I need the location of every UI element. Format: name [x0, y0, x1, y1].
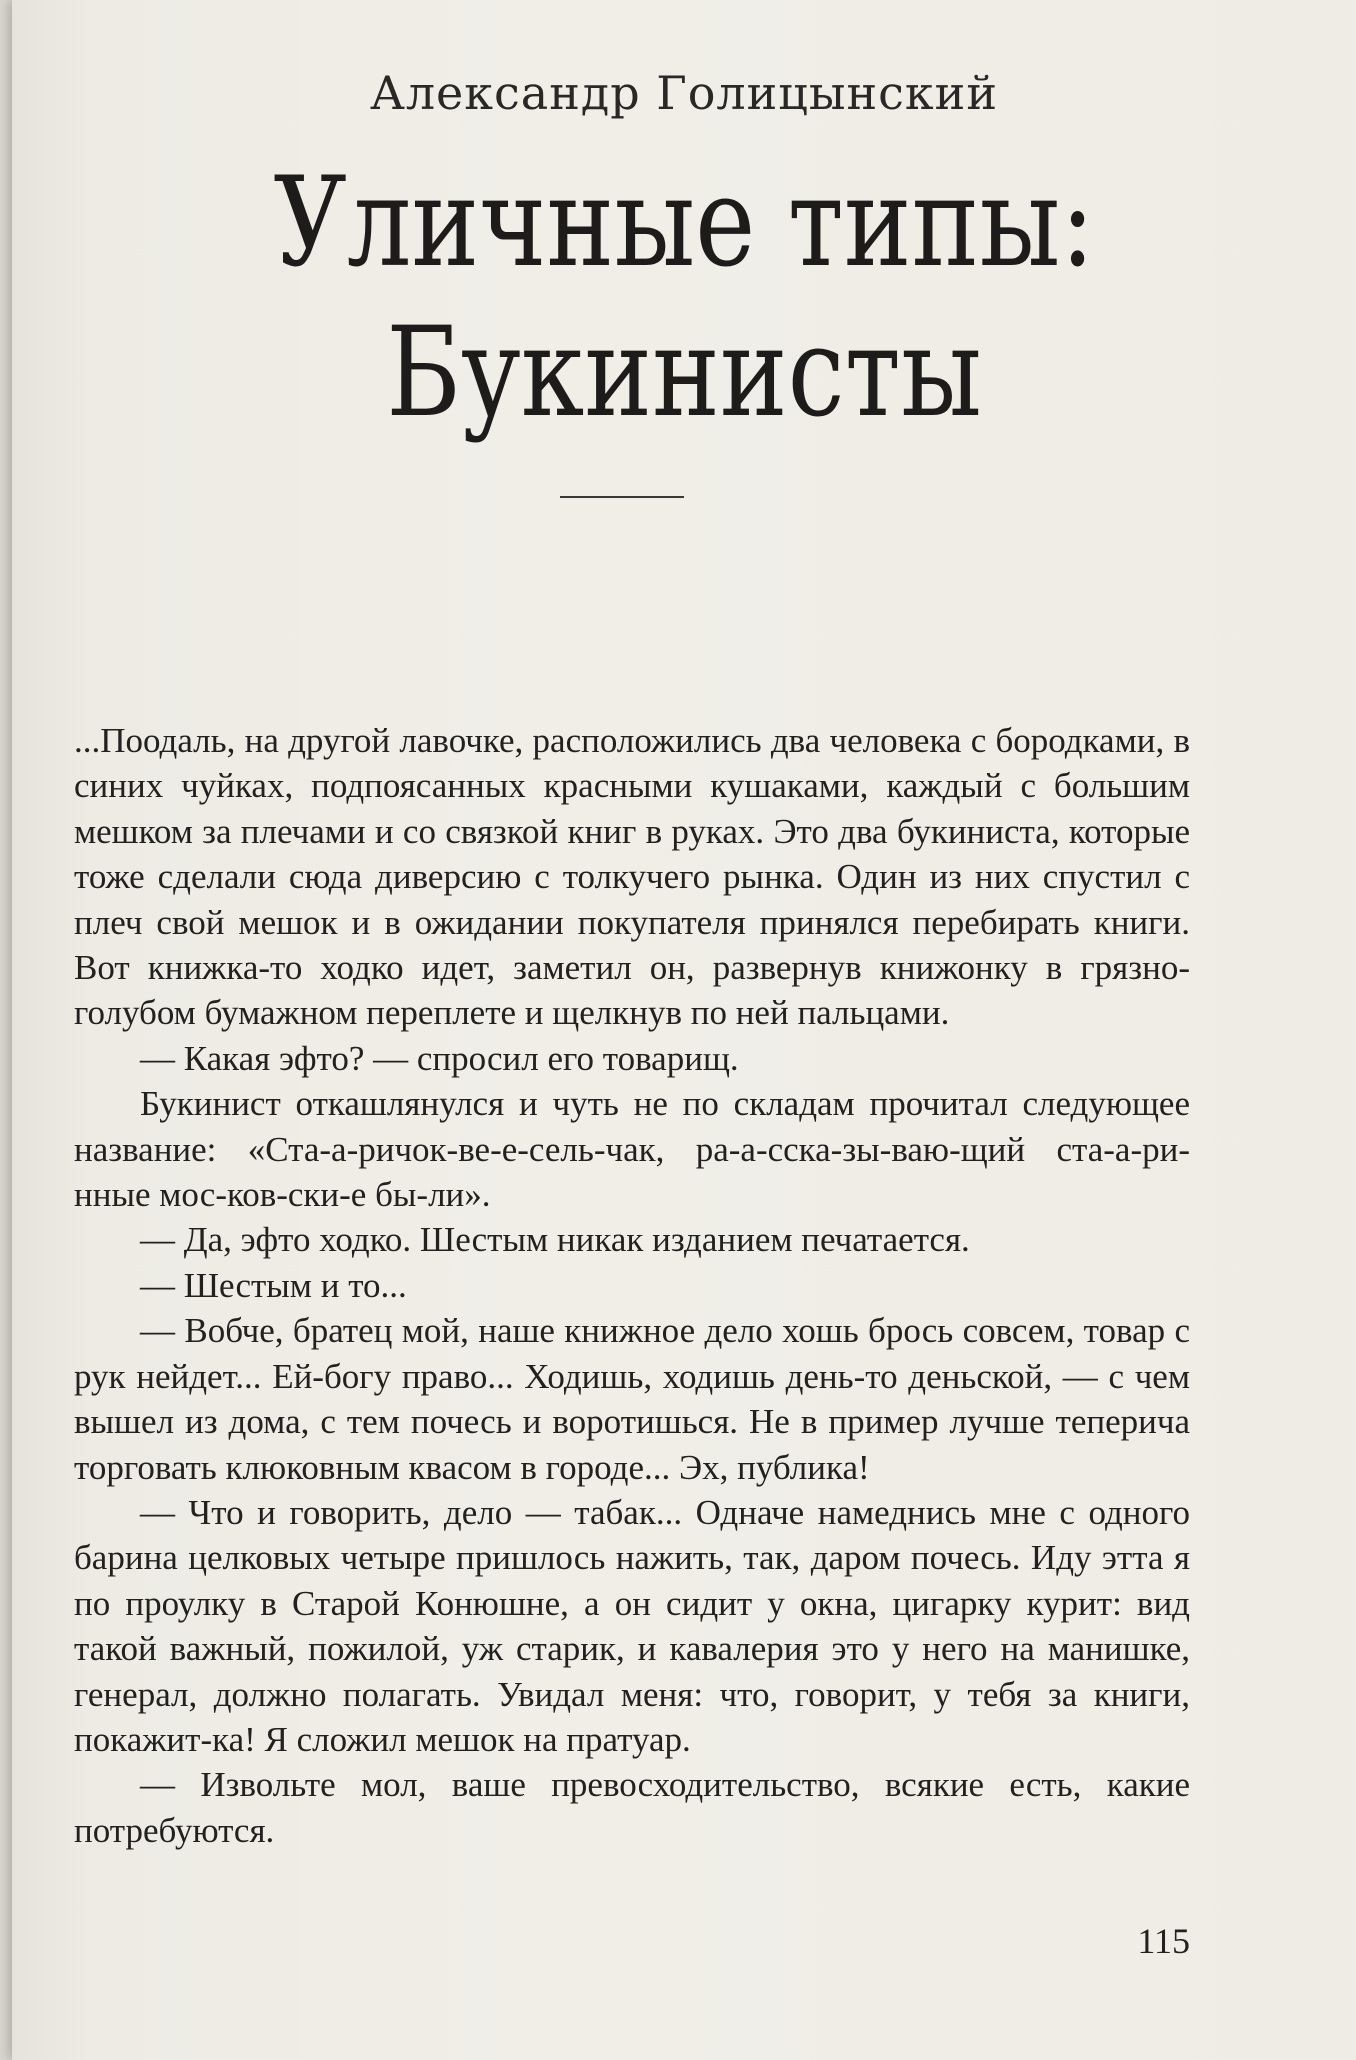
book-page — [12, 0, 1356, 2060]
paragraph: — Извольте мол, ваше превосходительство, всякие есть, какие потребуются. — [74, 1765, 1190, 1850]
paragraph: — Шестым и то... — [140, 1265, 407, 1305]
paragraph: — Вобче, братец мой, наше книжное дело хошь брось совсем, товар с рук нейдет... Ей-богу право... Ходишь, ходишь день-то деньской, — с чем вышел из дома, с тем почесь и воротишься. Не в пример лучше теперича торговать клюковным квасом в городе... Эх, публика! — [74, 1311, 1190, 1487]
title-divider — [560, 496, 684, 498]
paragraph: — Да, эфто ходко. Шестым никак изданием печатается. — [140, 1220, 970, 1260]
chapter-title — [133, 148, 1235, 448]
paragraph: Букинист откашлянулся и чуть не по складам прочитал следующее название: «Ста-а-ричок-ве-е-сель-чак, ра-а-сска-зы-ваю-щий ста-а-ри-нные мос-ков-ски-е бы-ли». — [74, 1084, 1190, 1215]
paragraph: — Что и говорить, дело — табак... Одначе намеднись мне с одного барина целковых четыре пришлось нажить, так, даром почесь. Иду этта я по проулку в Старой Конюшне, а он сидит у окна, цигарку курит: вид такой важный, пожилой, уж старик, и кавалерия это у него на манишке, генерал, должно полагать. Увидал меня: что, говорит, у тебя за книги, покажит-ка! Я сложил мешок на пратуар. — [74, 1492, 1190, 1759]
paragraph: ...Поодаль, на другой лавочке, расположились два человека с бородками, в синих чуйках, подпоясанных красными кушаками, каждый с большим мешком за плечами и со связкой книг в руках. Это два букиниста, которые тоже сделали сюда диверсию с толкучего рынка. Один из них спустил с плеч свой мешок и в ожидании покупателя принялся перебирать книги. Вот книжка-то ходко идет, заметил он, развернув книжонку в грязно-голубом бумажном переплете и щелкнув по ней пальцами. — [74, 721, 1190, 1033]
paragraph: — Какая эфто? — спросил его товарищ. — [140, 1038, 739, 1078]
author-name: Александр Голицынский — [370, 66, 998, 120]
page-number: 115 — [1137, 1921, 1190, 1961]
chapter-title-line-2: Букинисты — [386, 301, 982, 445]
chapter-title-line-1: Уличные типы: — [273, 151, 1095, 295]
body-text — [74, 718, 1190, 1853]
